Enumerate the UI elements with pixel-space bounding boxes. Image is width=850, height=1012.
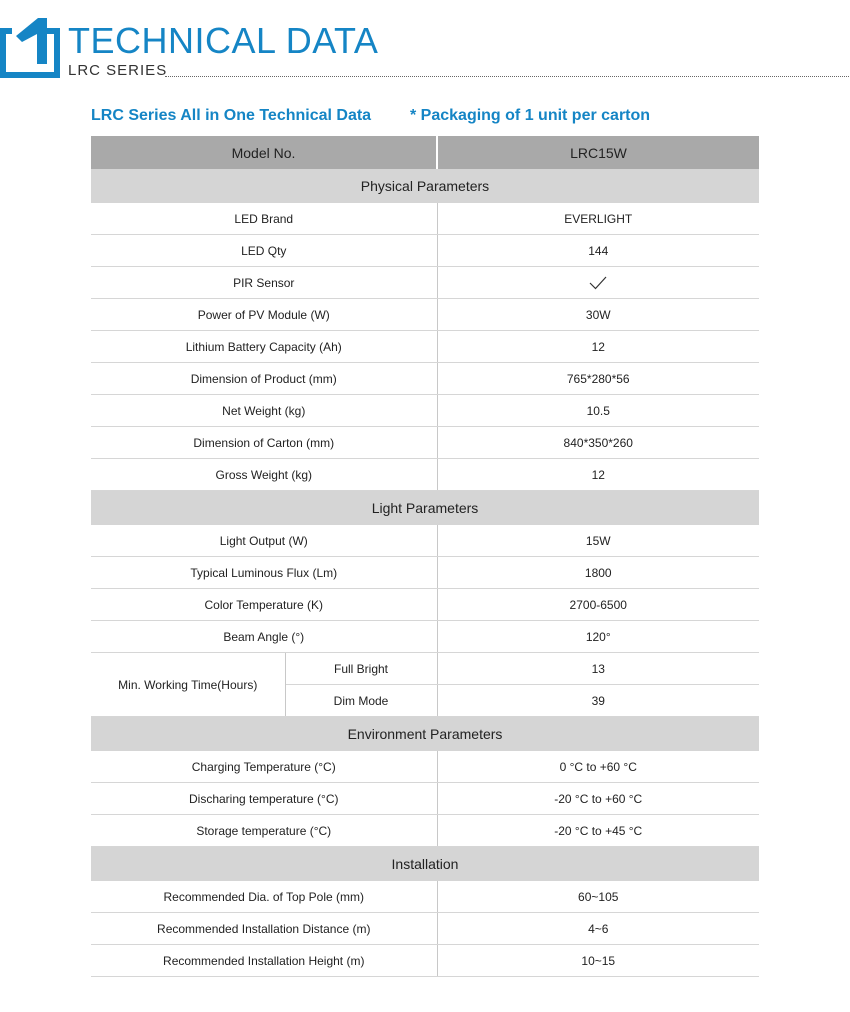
param-label: PIR Sensor [91,267,437,299]
param-value: 12 [437,331,759,363]
table-row [91,815,759,847]
param-label: Color Temperature (K) [91,589,437,621]
table-row [91,427,759,459]
param-label: Gross Weight (kg) [91,459,437,491]
param-value: 30W [437,299,759,331]
param-value: 765*280*56 [437,363,759,395]
model-no-header: Model No. [91,136,437,169]
page-subtitle: LRC SERIES [68,62,168,79]
param-value: 10.5 [437,395,759,427]
packaging-note: * Packaging of 1 unit per carton [410,107,651,124]
param-label: Dimension of Product (mm) [91,363,437,395]
brand-logo-icon [0,12,60,80]
page-title: TECHNICAL DATA [68,20,379,61]
param-sublabel: Full Bright [285,653,437,685]
working-time-label: Min. Working Time(Hours) [91,653,285,717]
table-row [91,945,759,977]
section-row-light [91,491,759,526]
table-row [91,621,759,653]
table-row [91,525,759,557]
param-label: LED Brand [91,203,437,235]
param-value: 39 [437,685,759,717]
table-row [91,589,759,621]
table-row [91,363,759,395]
param-label: Recommended Installation Height (m) [91,945,437,977]
header-divider [165,76,849,77]
table-row [91,459,759,491]
check-mark-icon [589,276,607,290]
param-label: Typical Luminous Flux (Lm) [91,557,437,589]
table-row [91,331,759,363]
technical-data-table [91,136,759,977]
param-value: -20 °C to +45 °C [437,815,759,847]
table-row [91,913,759,945]
param-label: Recommended Dia. of Top Pole (mm) [91,881,437,913]
section-row-physical [91,169,759,203]
param-value: EVERLIGHT [437,203,759,235]
param-value: 120° [437,621,759,653]
param-label: Storage temperature (°C) [91,815,437,847]
param-value: 15W [437,525,759,557]
param-label: Dimension of Carton (mm) [91,427,437,459]
param-value: 840*350*260 [437,427,759,459]
table-title: LRC Series All in One Technical Data [91,107,372,124]
table-row [91,751,759,783]
param-label: Recommended Installation Distance (m) [91,913,437,945]
param-label: LED Qty [91,235,437,267]
param-value: 60~105 [437,881,759,913]
param-value: 12 [437,459,759,491]
table-row [91,267,759,299]
param-value: 1800 [437,557,759,589]
param-sublabel: Dim Mode [285,685,437,717]
param-value: 10~15 [437,945,759,977]
table-row [91,557,759,589]
param-label: Lithium Battery Capacity (Ah) [91,331,437,363]
table-row [91,395,759,427]
table-header-row [91,136,759,169]
param-value: 13 [437,653,759,685]
section-row-installation [91,847,759,882]
param-value: 0 °C to +60 °C [437,751,759,783]
section-title-physical: Physical Parameters [91,169,759,203]
model-value-header: LRC15W [437,136,759,169]
param-label: Light Output (W) [91,525,437,557]
table-row [91,653,759,685]
section-title-installation: Installation [91,847,759,882]
param-label: Power of PV Module (W) [91,299,437,331]
section-title-light: Light Parameters [91,491,759,526]
param-value: -20 °C to +60 °C [437,783,759,815]
param-label: Discharing temperature (°C) [91,783,437,815]
table-row [91,783,759,815]
param-value: 4~6 [437,913,759,945]
param-label: Net Weight (kg) [91,395,437,427]
param-label: Charging Temperature (°C) [91,751,437,783]
table-row [91,881,759,913]
section-title-environment: Environment Parameters [91,717,759,752]
table-row [91,235,759,267]
section-row-environment [91,717,759,752]
param-value: 2700-6500 [437,589,759,621]
param-value: 144 [437,235,759,267]
param-value-pir [437,267,759,299]
table-row [91,203,759,235]
param-label: Beam Angle (°) [91,621,437,653]
table-row [91,299,759,331]
